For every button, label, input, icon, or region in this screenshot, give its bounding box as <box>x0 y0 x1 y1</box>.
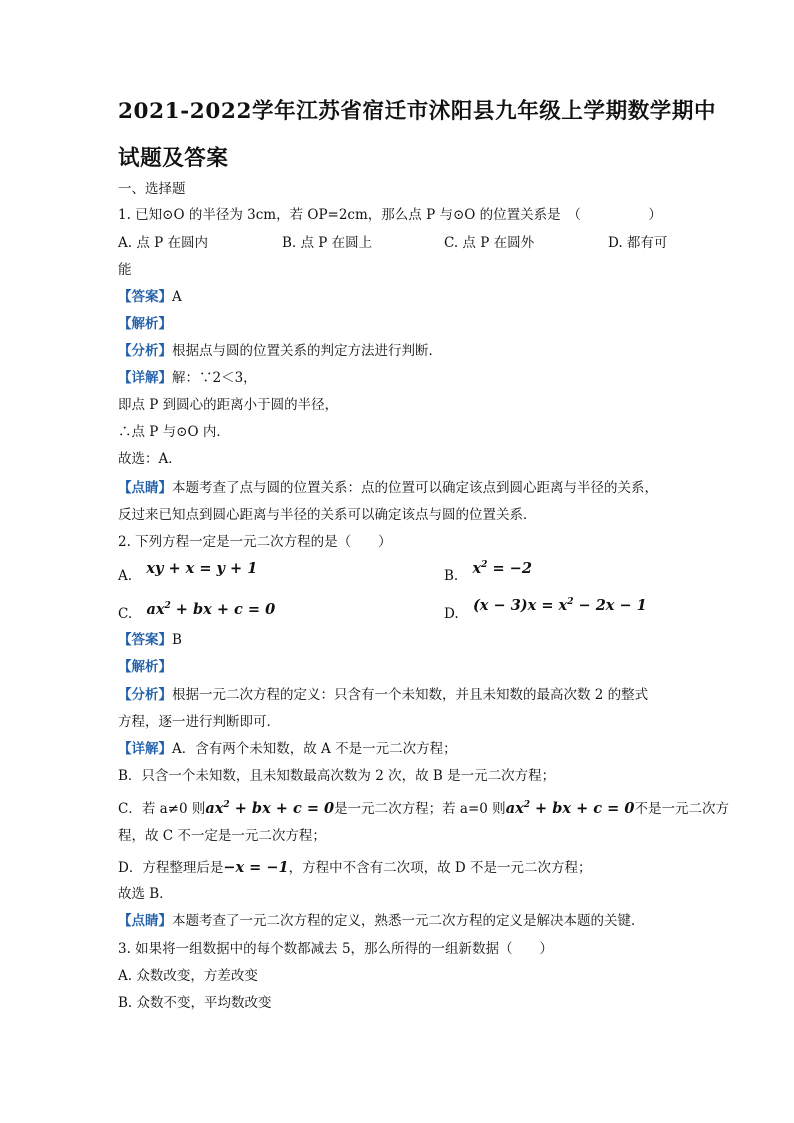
q3-stem: 3. 如果将一组数据中的每个数都减去 5，那么所得的一组新数据（ ） <box>118 941 554 957</box>
q2-line-c-eq2-a: ax <box>505 800 524 817</box>
q2-xiangjie-text: A．含有两个未知数，故 A 不是一元二次方程； <box>172 741 457 757</box>
fenxi-tag: 【分析】 <box>118 343 172 359</box>
q2-d-part1: (x − 3)x = x <box>472 597 568 614</box>
section-heading: 一、选择题 <box>118 181 186 197</box>
q2-fenxi <box>118 686 648 704</box>
fenxi-tag: 【分析】 <box>118 687 172 703</box>
q1-stem: 1. 已知⊙O 的半径为 3cm，若 OP=2cm，那么点 P 与⊙O 的位置关系是 （ ） <box>118 207 662 223</box>
q1-dianjing <box>118 479 658 497</box>
q2-line-c-part3: 不是一元二次方 <box>634 801 729 817</box>
q1-option-d: D. 都有可 <box>608 235 668 251</box>
answer-tag: 【答案】 <box>118 632 172 648</box>
q1-option-d-cont: 能 <box>118 262 132 278</box>
q2-line-c-eq1-b: + bx + c = 0 <box>229 800 335 817</box>
q1-option-b: B. 点 P 在圆上 <box>282 235 373 251</box>
q2-c-sup: 2 <box>164 601 171 611</box>
q2-line-d-part2: ，方程中不含有二次项，故 D 不是一元二次方程； <box>288 860 592 876</box>
q2-option-c-label: C. <box>118 606 133 622</box>
q1-fenxi <box>118 342 442 360</box>
q2-option-a <box>118 560 258 585</box>
q1-option-c: C. 点 P 在圆外 <box>444 235 535 251</box>
q2-option-a-label: A. <box>118 568 133 584</box>
q2-option-b <box>444 560 532 585</box>
q2-option-d <box>444 597 647 623</box>
q2-c-part1: ax <box>146 601 165 618</box>
q2-stem: 2. 下列方程一定是一元二次方程的是（ ） <box>118 534 392 550</box>
analysis-tag: 【解析】 <box>118 659 172 675</box>
q2-option-b-label: B. <box>444 568 459 584</box>
q2-answer-value: B <box>172 632 182 648</box>
q2-line-d-eq: −x = −1 <box>223 859 289 876</box>
q2-fenxi-cont: 方程，逐一进行判断即可． <box>118 714 280 730</box>
q1-analysis-tag <box>118 315 172 333</box>
q2-analysis-tag <box>118 658 172 676</box>
q2-b-sup: 2 <box>481 560 488 570</box>
q2-line-c-eq2 <box>506 800 635 817</box>
q2-line-c-eq2-sup: 2 <box>523 800 530 810</box>
analysis-tag: 【解析】 <box>118 316 172 332</box>
q1-solution-line3: ∴点 P 与⊙O 内． <box>118 424 230 440</box>
q2-d-part2: − 2x − 1 <box>573 597 647 614</box>
q2-option-c-equation <box>146 601 275 618</box>
q2-option-a-equation: xy + x = y + 1 <box>146 560 258 577</box>
q1-solution-line4: 故选：A． <box>118 451 182 467</box>
q2-line-c-part1: C．若 a≠0 则 <box>118 801 206 817</box>
q2-b-rest: = −2 <box>487 560 532 577</box>
q2-xiangjie <box>118 740 457 758</box>
doc-title-line2: 试题及答案 <box>118 146 229 171</box>
q1-xiangjie <box>118 369 257 387</box>
q2-conclusion: 故选 B． <box>118 886 173 902</box>
q2-line-c-eq1-a: ax <box>205 800 224 817</box>
q2-option-c <box>118 601 276 623</box>
q2-option-d-equation <box>473 597 647 614</box>
q1-xiangjie-text: 解：∵2＜3， <box>172 370 257 386</box>
q2-fenxi-text: 根据一元二次方程的定义：只含有一个未知数，并且未知数的最高次数 2 的整式 <box>172 687 649 703</box>
q1-solution-line2: 即点 P 到圆心的距离小于圆的半径， <box>118 397 339 413</box>
q2-dianjing-text: 本题考查了一元二次方程的定义，熟悉一元二次方程的定义是解决本题的关键． <box>172 913 645 929</box>
dianjing-tag: 【点睛】 <box>118 913 172 929</box>
xiangjie-tag: 【详解】 <box>118 741 172 757</box>
xiangjie-tag: 【详解】 <box>118 370 172 386</box>
q2-line-b: B．只含一个未知数，且未知数最高次数为 2 次，故 B 是一元二次方程； <box>118 768 556 784</box>
q1-fenxi-text: 根据点与圆的位置关系的判定方法进行判断． <box>172 343 442 359</box>
q2-line-d-part1: D．方程整理后是 <box>118 860 224 876</box>
q2-option-b-equation <box>473 560 532 577</box>
q2-line-c-eq1-sup: 2 <box>223 800 230 810</box>
q1-dianjing-cont: 反过来已知点到圆心距离与半径的关系可以确定该点与圆的位置关系． <box>118 507 537 523</box>
q3-option-a: A. 众数改变，方差改变 <box>118 968 258 984</box>
q2-c-part2: + bx + c = 0 <box>170 601 276 618</box>
q2-answer <box>118 631 182 649</box>
q2-line-c-eq2-b: + bx + c = 0 <box>530 800 635 817</box>
q2-line-c <box>118 800 729 818</box>
dianjing-tag: 【点睛】 <box>118 480 172 496</box>
q2-line-c-cont: 程，故 C 不一定是一元二次方程； <box>118 828 326 844</box>
q1-answer <box>118 288 182 306</box>
q2-b-base: x <box>472 560 482 577</box>
q1-option-a: A. 点 P 在圆内 <box>118 235 208 251</box>
q1-dianjing-text: 本题考查了点与圆的位置关系：点的位置可以确定该点到圆心距离与半径的关系， <box>172 480 658 496</box>
q1-answer-value: A <box>172 289 182 305</box>
q2-d-sup: 2 <box>567 597 574 607</box>
q2-line-c-eq1 <box>205 800 334 817</box>
q2-line-d <box>118 859 592 877</box>
q3-option-b: B. 众数不变，平均数改变 <box>118 995 272 1011</box>
q2-dianjing <box>118 912 645 930</box>
doc-title-line1: 2021-2022学年江苏省宿迁市沭阳县九年级上学期数学期中 <box>118 99 717 124</box>
q2-line-c-part2: 是一元二次方程；若 a=0 则 <box>334 801 506 817</box>
answer-tag: 【答案】 <box>118 289 172 305</box>
q2-option-d-label: D. <box>444 606 459 622</box>
